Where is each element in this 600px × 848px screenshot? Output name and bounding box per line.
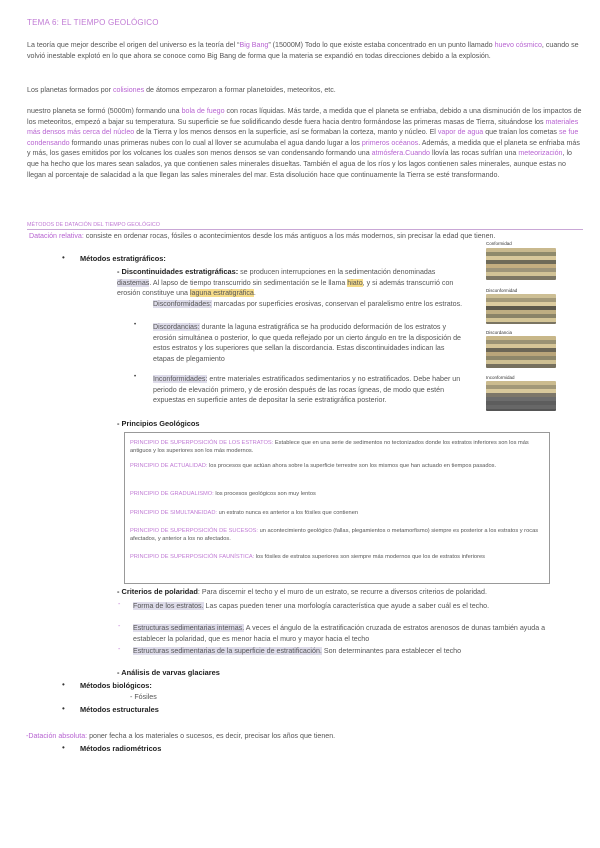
item-label: Estructuras sedimentarias internas. bbox=[133, 624, 245, 632]
conformity-diagram bbox=[486, 248, 556, 280]
text: de la Tierra y los menos densos en la superficie, así se formaban la corteza, manto y núcleo. El bbox=[134, 128, 438, 137]
text: . Al lapso de tiempo transcurrido sin sedimentación se le llama bbox=[149, 278, 348, 287]
text: se producen interrupciones en la sedimentación denominadas bbox=[238, 268, 436, 276]
highlight-colisiones: colisiones bbox=[112, 86, 145, 94]
text: con rocas líquidas. Más tarde, a medida que el planeta se enfriaba, debido a una disminución de los impactos de los meteoritos, empezó a bajar su temperatura. Su superficie se fue solidificando desde fuera hacia dentro formándose las primeras masas de Tierra, situándose los bbox=[27, 107, 582, 126]
polarity-label: - Criterios de polaridad bbox=[117, 587, 198, 596]
principle-label: PRINCIPIO DE GRADUALISMO: bbox=[130, 491, 214, 497]
principle-sucesos bbox=[130, 527, 542, 544]
principles-heading: - Principios Geológicos bbox=[117, 419, 200, 428]
text: ” (15000M) Todo lo que existe estaba concentrado en un punto llamado bbox=[268, 41, 495, 49]
bio-methods-heading: Métodos biológicos: bbox=[80, 681, 152, 690]
item-label: Forma de los estratos. bbox=[133, 602, 204, 610]
disconformity-item bbox=[153, 299, 463, 310]
principle-label: PRINCIPIO DE SIMULTANEIDAD: bbox=[130, 510, 218, 516]
text: La teoría que mejor describe el origen del universo es la teoría del “ bbox=[27, 41, 240, 49]
principle-text: un estrato nunca es anterior a los fósiles que contienen bbox=[217, 510, 359, 516]
relative-dating-text: consiste en ordenar rocas, fósiles o acontecimientos desde los más antiguos a los más modernos, sin precisar la edad que tienen. bbox=[83, 232, 496, 240]
discordance-item bbox=[153, 322, 463, 364]
discontinuities-paragraph bbox=[117, 267, 462, 299]
varves-heading: - Análisis de varvas glaciares bbox=[117, 668, 220, 677]
figure-caption: Conformidad bbox=[486, 241, 512, 246]
intro-paragraph-1 bbox=[27, 40, 581, 61]
item-label: Disconformidades: bbox=[153, 300, 212, 308]
text: . bbox=[253, 289, 256, 298]
highlight: vapor de agua bbox=[437, 128, 484, 137]
relative-dating-label: Datación relativa: bbox=[29, 232, 84, 240]
text: . Además, a medida que el planeta se enfriaba más y más, los gases emitidos por los volcanes los cuales son menos densos se van condensando formando una bbox=[27, 138, 580, 158]
bullet: • bbox=[134, 374, 137, 380]
text: , lo que ha hecho que los mares sean salados, ya que contienen sales minerales disueltas. También el agua de los ríos y los lagos contienen sales minerales, aunque estas no llegan al porcentaje de salacidad a la que llegan las sales minerales del mar. Esta disolución hace que continuamente la Tierra se esté transformando. bbox=[27, 149, 572, 179]
principle-text: los procesos que actúan ahora sobre la superficie terrestre son los mismos que han actuado en tiempos pasados. bbox=[207, 463, 497, 469]
item-label: Discordancias: bbox=[153, 323, 200, 331]
text: que traían los cometas bbox=[483, 128, 559, 137]
highlight-hiato: hiato bbox=[347, 278, 363, 287]
bullet: • bbox=[62, 743, 65, 752]
dash-bullet: - bbox=[118, 623, 121, 630]
polarity-text: : Para discernir el techo y el muro de un estrato, se recurre a diversos criterios de polaridad. bbox=[197, 588, 487, 596]
bullet: • bbox=[62, 680, 65, 689]
polarity-paragraph bbox=[117, 587, 583, 598]
absolute-dating-label: -Datación absoluta: bbox=[26, 732, 88, 740]
bullet: • bbox=[62, 704, 65, 713]
principle-label: PRINCIPIO DE SUPERPOSICIÓN DE LOS ESTRATOS: bbox=[130, 440, 274, 446]
text: , cuando se volvió inestable explotó en lo que ahora se conoce como Big Bang de forma que la materia se expandió en todas direcciones debido a la explosión. bbox=[27, 41, 579, 60]
item-text: durante la laguna estratigráfica se ha producido deformación de los estratos y erosión simultánea o posterior, lo que queda reflejado por un cierto ángulo en tre la disposición de estos estratos y los superiores que sellan la discordancia. Estas discontinuidades indican las etapas de plegamiento bbox=[153, 323, 461, 363]
item-text: marcadas por superficies erosivas, conservan el paralelismo entre los estratos. bbox=[211, 300, 463, 308]
polarity-item-2 bbox=[133, 623, 573, 644]
principle-text: Establece que en una serie de sedimentos no tectonizados donde los estratos inferiores son los más antiguos y los superiores son los más modernos. bbox=[130, 440, 529, 455]
principle-text: los fósiles de estratos superiores son siempre más modernos que los de estratos inferiores bbox=[254, 554, 485, 560]
highlight-big-bang: Big Bang bbox=[239, 41, 269, 49]
highlight-huevo-cosmico: huevo cósmico bbox=[494, 41, 542, 49]
absolute-dating bbox=[26, 731, 526, 742]
item-text: entre materiales estratificados sedimentarios y no estratificados. Debe haber un periodo de elevación primero, y de erosión después de las rocas ígneas, de modo que estén expuestas en superficie antes de depositar la serie estratigráfica posterior. bbox=[153, 375, 461, 405]
bullet: • bbox=[134, 322, 137, 328]
intro-paragraph-3 bbox=[27, 106, 583, 180]
text: nuestro planeta se formó (5000m) formando una bbox=[27, 107, 182, 115]
disconformity-diagram bbox=[486, 294, 556, 324]
intro-paragraph-2 bbox=[27, 85, 581, 96]
item-text: Las capas pueden tener una morfología característica que ayude a saber cuál es el techo. bbox=[203, 602, 490, 610]
page-title: TEMA 6: EL TIEMPO GEOLÓGICO bbox=[27, 18, 159, 27]
highlight: bola de fuego bbox=[181, 107, 225, 115]
principle-faunistica bbox=[130, 553, 542, 561]
item-label: Estructuras sedimentarias de la superficie de estratificación. bbox=[133, 647, 322, 655]
text: Los planetas formados por bbox=[27, 86, 113, 94]
inconformity-item bbox=[153, 374, 463, 406]
bullet: • bbox=[62, 253, 65, 262]
principle-simultaneidad bbox=[130, 509, 542, 517]
fossils-item: - Fósiles bbox=[130, 693, 157, 701]
text: llovía las rocas sufrían una bbox=[430, 149, 519, 158]
text: de átomos empezaron a formar planetoides, meteoritos, etc. bbox=[144, 86, 336, 94]
section-heading-methods: MÉTODOS DE DATACIÓN DEL TIEMPO GEOLÓGICO bbox=[27, 222, 583, 230]
highlight: primeros océanos bbox=[361, 138, 419, 147]
principle-text: los procesos geológicos son muy lentos bbox=[213, 491, 316, 497]
inconformity-diagram bbox=[486, 381, 556, 411]
figure-caption: Inconformidad bbox=[486, 375, 515, 380]
discontinuities-label: - Discontinuidades estratigráficas: bbox=[117, 267, 239, 276]
relative-dating bbox=[29, 231, 581, 242]
item-text: A veces el ángulo de la estratificación cruzada de estratos arenosos de dunas también ayuda a establecer la polaridad, que es menor hacia el muro y mayor hacia el techo bbox=[133, 624, 546, 643]
principle-label: PRINCIPIO DE SUPERPOSICIÓN DE SUCESOS: bbox=[130, 528, 258, 534]
highlight: se fue condensando bbox=[27, 128, 579, 147]
discordance-diagram bbox=[486, 336, 556, 368]
radio-methods-heading: Métodos radiométricos bbox=[80, 744, 162, 753]
text: , y si además transcurrió con erosión constituye una bbox=[117, 278, 454, 298]
polarity-item-3 bbox=[133, 646, 583, 657]
polarity-item-1 bbox=[133, 601, 573, 612]
principle-actualidad bbox=[130, 462, 542, 470]
figure-caption: Discordancia bbox=[486, 330, 513, 335]
highlight-laguna: laguna estratigráfica bbox=[189, 289, 254, 298]
principle-label: PRINCIPIO DE SUPERPOSICIÓN FAUNÍSTICA: bbox=[130, 554, 255, 560]
highlight: meteorización bbox=[518, 149, 563, 158]
dash-bullet: - bbox=[118, 601, 121, 608]
principles-box bbox=[124, 432, 550, 584]
strat-methods-heading: Métodos estratigráficos: bbox=[80, 254, 166, 263]
figure-caption: Disconformidad bbox=[486, 288, 518, 293]
highlight: atmósfera.Cuando bbox=[371, 149, 431, 158]
principle-text: un acontecimiento geológico (fallas, plegamientos o metamorfismo) siempre es posterior a los estratos y rocas afectados, y anterior a los no afectados. bbox=[130, 528, 539, 543]
principle-gradualismo bbox=[130, 490, 542, 498]
struct-methods-heading: Métodos estructurales bbox=[80, 705, 159, 714]
principle-superposition bbox=[130, 439, 542, 456]
principle-label: PRINCIPIO DE ACTUALIDAD: bbox=[130, 463, 208, 469]
highlight: materiales más densos más cerca del núcleo bbox=[27, 117, 579, 137]
text: formando unas primeras nubes con lo cual al llover se acumulaba el agua dando lugar a los bbox=[69, 138, 362, 147]
dash-bullet: - bbox=[118, 646, 121, 653]
item-text: Son determinantes para establecer el techo bbox=[321, 647, 462, 655]
item-label: Inconformidades: bbox=[153, 375, 208, 383]
highlight-diastemas: diastemas bbox=[117, 278, 150, 287]
absolute-dating-text: poner fecha a los materiales o sucesos, es decir, precisar los años que tienen. bbox=[87, 732, 336, 740]
